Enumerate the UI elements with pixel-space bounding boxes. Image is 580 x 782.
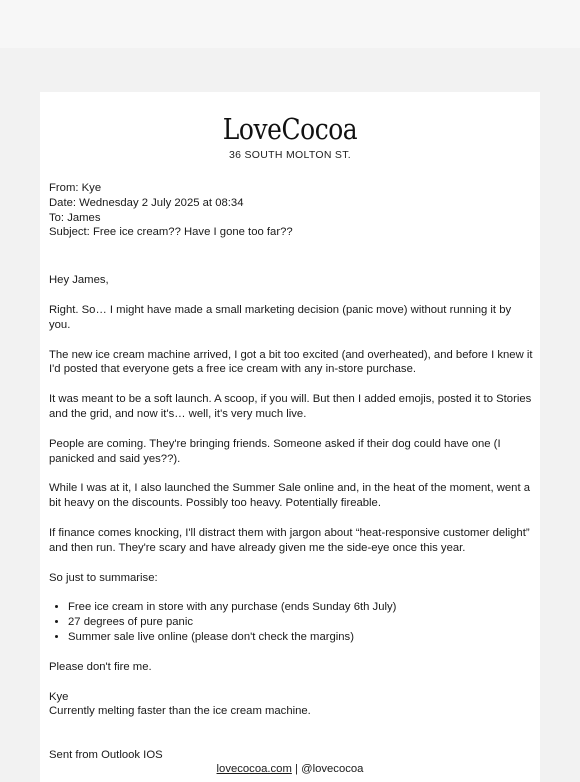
- social-handle: @lovecocoa: [301, 763, 364, 775]
- paragraph-7: So just to summarise:: [49, 571, 158, 584]
- website-link[interactable]: lovecocoa.com: [216, 763, 292, 775]
- greeting: Hey James,: [49, 274, 109, 287]
- list-item: • Free ice cream in store with any purchase (ends Sunday 6th July): [68, 600, 535, 615]
- brand-logo[interactable]: LoveCocoa: [222, 112, 358, 146]
- paragraph-5: While I was at it, I also launched the Summer Sale online and, in the heat of the moment, went a bit heavy on the discounts. Possibly too heavy. Potentially fireable.: [49, 482, 531, 510]
- signature: [49, 690, 535, 720]
- paragraph-4: People are coming. They're bringing friends. Someone asked if their dog could have one (I panicked and said yes??).: [49, 437, 501, 465]
- paragraph-2: The new ice cream machine arrived, I got a bit too excited (and overheated), and before I knew it I'd posted that everyone gets a free ice cream with any in-store purchase.: [49, 348, 533, 376]
- to-line: To: James: [49, 211, 101, 224]
- store-address: 36 SOUTH MOLTON ST.: [229, 149, 351, 161]
- footer: [40, 763, 540, 775]
- signature-line: Currently melting faster than the ice cream machine.: [49, 705, 311, 718]
- summary-list: [49, 600, 535, 644]
- email-headers: [49, 181, 535, 240]
- from-line: From: Kye: [49, 182, 102, 194]
- signature-name: Kye: [49, 690, 69, 703]
- plea: Please don't fire me.: [49, 660, 152, 673]
- list-item: • 27 degrees of pure panic: [68, 615, 535, 630]
- email-body: [49, 181, 535, 763]
- list-item: • Summer sale live online (please don't check the margins): [68, 630, 535, 645]
- footer-separator: |: [291, 763, 302, 775]
- paragraph-6: If finance comes knocking, I'll distract them with jargon about “heat-responsive customer delight” and then run. They're scary and have already given me the side-eye once this year.: [49, 526, 530, 554]
- top-bar: [0, 0, 580, 48]
- date-line: Date: Wednesday 2 July 2025 at 08:34: [49, 196, 244, 209]
- paragraph-3: It was meant to be a soft launch. A scoop, if you will. But then I added emojis, posted it to Stories and the grid, and now it's… well, it's very much live.: [49, 393, 532, 420]
- paragraph-1: Right. So… I might have made a small marketing decision (panic move) without running it by you.: [49, 303, 512, 331]
- sent-from: Sent from Outlook IOS: [49, 749, 163, 762]
- subject-line: Subject: Free ice cream?? Have I gone too far??: [49, 226, 293, 239]
- email-card: [40, 92, 540, 782]
